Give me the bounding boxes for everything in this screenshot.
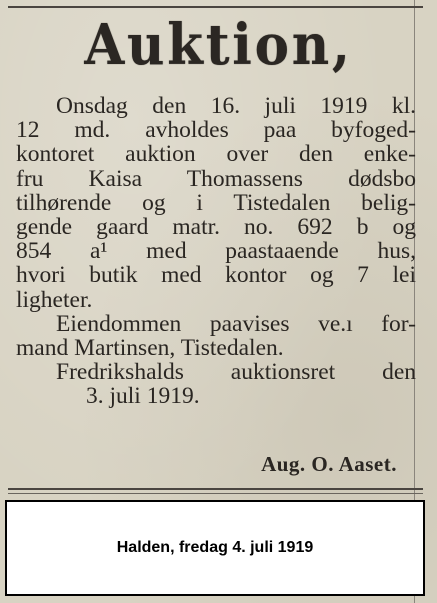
notice-line: Onsdag den 16. juli 1919 kl. xyxy=(56,93,416,119)
top-rule xyxy=(8,6,423,8)
notice-line: mand Martinsen, Tistedalen. xyxy=(16,335,284,362)
caption-text: Halden, fredag 4. juli 1919 xyxy=(116,539,314,556)
notice-line: Eiendommen paavises ve.ı for- xyxy=(56,310,416,337)
notice-line: kontoret auktion over den enke- xyxy=(16,141,416,168)
caption-box xyxy=(5,500,425,596)
notice-line: gende gaard matr. no. 692 b og xyxy=(16,214,416,241)
notice-line: hvori butik med kontor og 7 lei xyxy=(16,262,416,289)
notice-line: ligheter. xyxy=(16,286,93,313)
notice-signature: Aug. O. Aaset. xyxy=(261,452,397,476)
bottom-rule-thin xyxy=(8,493,423,494)
notice-line: 3. juli 1919. xyxy=(86,383,200,410)
notice-line: tilhørende og i Tistedalen belig- xyxy=(16,189,416,216)
notice-line: 12 md. avholdes paa byfoged- xyxy=(16,117,416,144)
notice-body xyxy=(16,94,416,409)
notice-line: 854 a¹ med paastaaende hus, xyxy=(16,238,416,265)
bottom-rule xyxy=(8,488,423,490)
notice-title: Auktion, xyxy=(84,12,353,78)
notice-line: fru Kaisa Thomassens dødsbo xyxy=(16,165,416,192)
notice-line: Fredrikshalds auktionsret den xyxy=(56,359,416,386)
